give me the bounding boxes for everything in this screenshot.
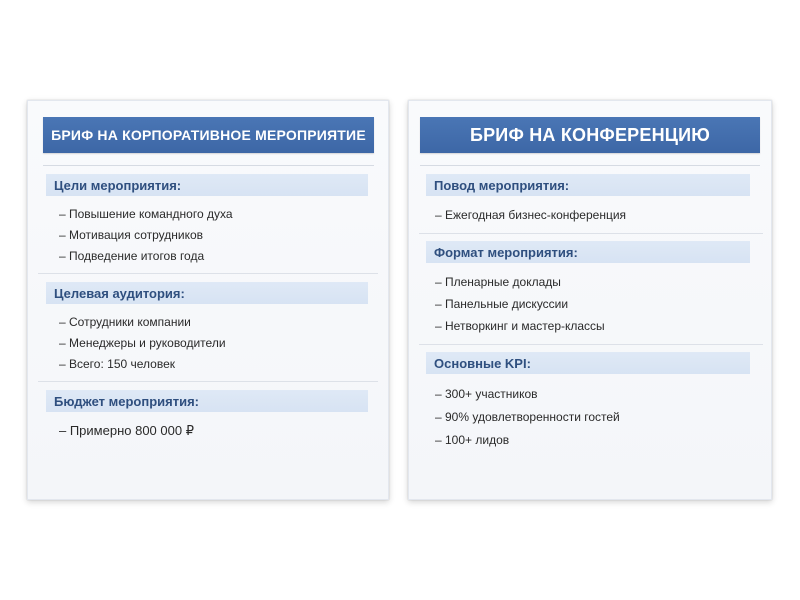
list-item: – Примерно 800 000 ₽ (59, 423, 194, 438)
list-item: – Менеджеры и руководители (59, 336, 226, 350)
list-item: – 100+ лидов (435, 433, 510, 447)
conference-brief-card (408, 100, 772, 500)
card-title: БРИФ НА КОРПОРАТИВНОЕ МЕРОПРИЯТИЕ (43, 117, 374, 153)
list-item: – Ежегодная бизнес-конференция (435, 208, 627, 222)
list-item: – Нетворкинг и мастер-классы (435, 319, 605, 333)
section-heading-budget: Бюджет мероприятия: (46, 390, 368, 412)
section-heading-format: Формат мероприятия: (426, 241, 750, 263)
title-divider (420, 165, 760, 166)
list-item: – Всего: 150 человек (59, 357, 175, 371)
list-item: – Повышение командного духа (59, 207, 233, 221)
list-item: – Панельные дискуссии (435, 297, 569, 311)
corporate-event-brief-card (27, 100, 389, 500)
section-heading-audience: Целевая аудитория: (46, 282, 368, 304)
list-item: – Сотрудники компании (59, 315, 191, 329)
section-divider (38, 273, 378, 274)
section-heading-occasion: Повод мероприятия: (426, 174, 750, 196)
section-divider (419, 344, 763, 345)
card-title: БРИФ НА КОНФЕРЕНЦИЮ (420, 117, 760, 153)
section-divider (38, 381, 378, 382)
list-item: – Мотивация сотрудников (59, 228, 204, 242)
list-item: – 300+ участников (435, 387, 538, 401)
section-divider (419, 233, 763, 234)
list-item: – 90% удовлетворенности гостей (435, 410, 620, 424)
list-item: – Пленарные доклады (435, 275, 561, 289)
section-heading-goals: Цели мероприятия: (46, 174, 368, 196)
list-item: – Подведение итогов года (59, 249, 205, 263)
section-heading-kpi: Основные KPI: (426, 352, 750, 374)
title-divider (43, 165, 374, 166)
